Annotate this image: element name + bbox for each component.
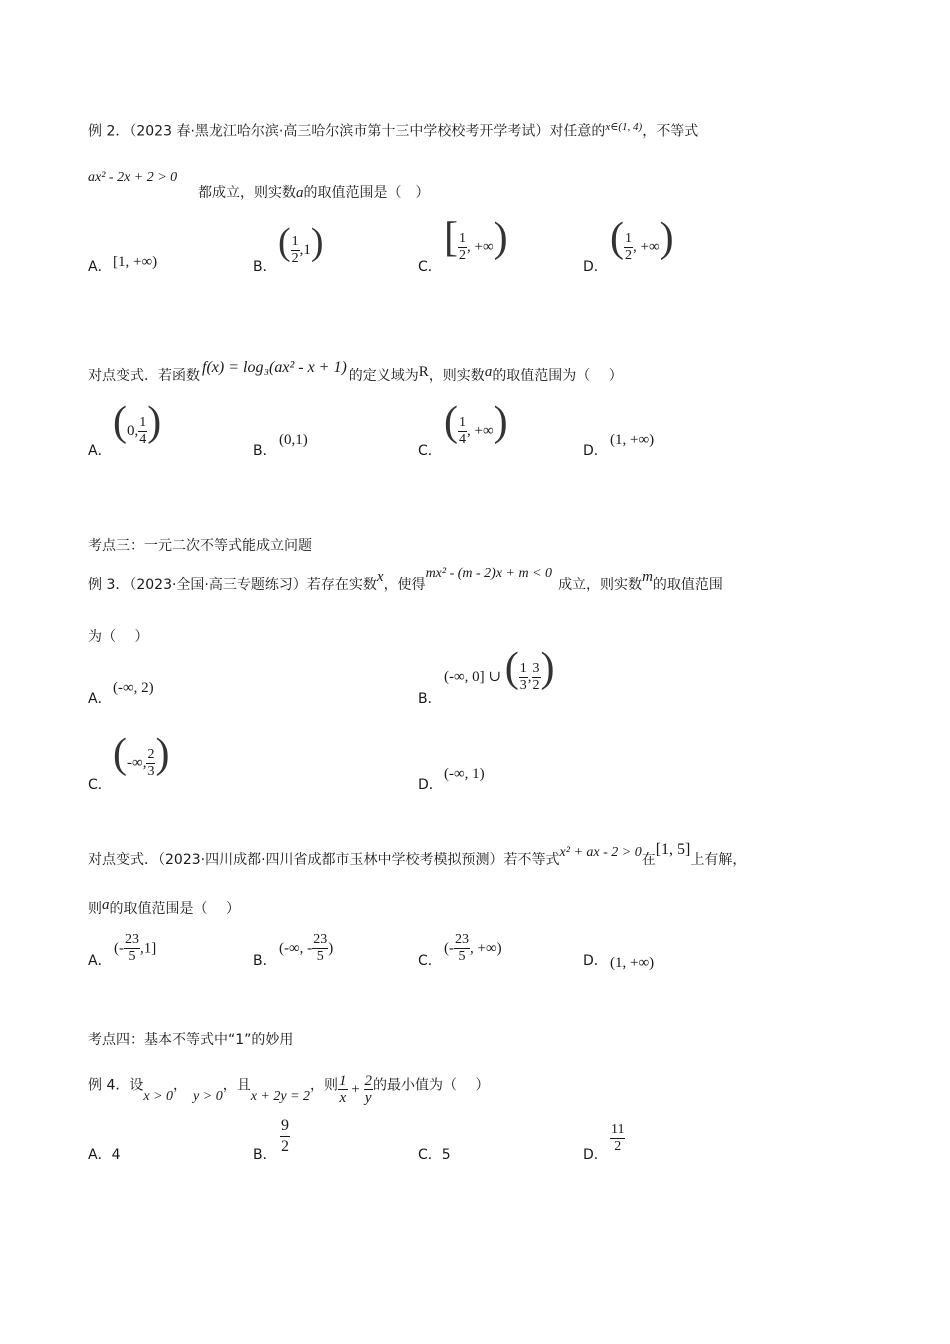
ex3-option-d[interactable]: D． (418, 777, 443, 793)
var1-option-d-value: (1, +∞) (610, 432, 655, 448)
ex3-option-a-value: (-∞, 2) (113, 680, 154, 696)
ex4-option-a[interactable]: A．4 (88, 1147, 121, 1163)
ex2-source: （2023 春·黑龙江哈尔滨·高三哈尔滨市第十三中学校校考开学考试）对任意的 (129, 123, 606, 140)
var2-option-a-value: (- $\frac{23}{5}$ ,1] (114, 932, 157, 964)
var1-option-a[interactable]: A． (88, 443, 112, 459)
ex2-option-c[interactable]: C． (418, 259, 442, 275)
ex4-option-b-value: $\frac{9}{2}$ (281, 1117, 289, 1155)
ex4-option-b[interactable]: B． (253, 1147, 277, 1163)
var2-option-b-value: (-∞, - $\frac{23}{5}$ ) (279, 932, 334, 964)
ex2-option-a-value: [1, +∞) (113, 254, 158, 270)
var1-option-a-value: (0, $\frac{1}{4}$ ) (113, 399, 162, 447)
ex2-line2: 都成立，则实数a的取值范围是（ ） (198, 185, 430, 201)
var1-option-b[interactable]: B． (253, 443, 277, 459)
var2-option-c[interactable]: C． (418, 953, 442, 969)
ex4-option-d[interactable]: D． (583, 1147, 608, 1163)
ex3-option-b[interactable]: B． (418, 691, 442, 707)
var2-ineq: x² + ax - 2 > 0 (559, 845, 642, 860)
ex2-label: 例 2． (88, 123, 130, 140)
ex3-option-d-value: (-∞, 1) (444, 766, 485, 782)
ex2-option-d[interactable]: D． (583, 259, 608, 275)
ex3-option-c-value: (-∞, $\frac{2}{3}$ ) (113, 731, 170, 779)
var1-option-d[interactable]: D． (583, 443, 608, 459)
var1-line: 对点变式．若函数 f(x) = log₃(ax² - x + 1) 的定义域为R，则实数a的取值范围为（ ） (88, 359, 623, 384)
ex2-cond: x∈(1, 4) (605, 121, 643, 133)
var1-func: f(x) = log₃(ax² - x + 1) (202, 359, 347, 376)
ex2-option-b-value: ( $\frac{1}{2}$ ,1) (278, 221, 324, 266)
var1-option-c[interactable]: C． (418, 443, 442, 459)
ex3-ineq: mx² - (m - 2)x + m < 0 (425, 566, 553, 581)
var2-option-c-value: (- $\frac{23}{5}$ , +∞) (444, 932, 502, 964)
ex2-option-a[interactable]: A． (88, 259, 112, 275)
ex3-line1: 例 3．（2023·全国·高三专题练习）若存在实数x，使得mx² - (m - 2)x + m < 0成立，则实数m的取值范围 (88, 566, 723, 593)
ex2-option-d-value: ( $\frac{1}{2}$ , +∞) (610, 215, 674, 263)
ex4-option-c[interactable]: C．5 (418, 1147, 451, 1163)
var2-option-a[interactable]: A． (88, 953, 112, 969)
var2-option-d[interactable]: D． (583, 953, 608, 969)
ex4-line: 例 4．设x > 0，y > 0，且x + 2y = 2，则 $\frac{1}{x}$ + $\frac{2}{y}$ 的最小值为（ ） (88, 1073, 490, 1106)
ex3-option-a[interactable]: A． (88, 691, 112, 707)
kp3-heading: 考点三：一元二次不等式能成立问题 (88, 538, 312, 554)
var1-option-c-value: ( $\frac{1}{4}$ , +∞) (444, 399, 508, 447)
var2-line1: 对点变式．（2023·四川成都·四川省成都市玉林中学校考模拟预测）若不等式x² + ax - 2 > 0在[1, 5]上有解， (88, 841, 747, 868)
var2-option-b[interactable]: B． (253, 953, 277, 969)
ex2-line1 (88, 117, 698, 142)
ex2-option-c-value: [ $\frac{1}{2}$ , +∞) (444, 215, 508, 263)
var1-option-b-value: (0,1) (279, 432, 308, 448)
ex4-option-d-value: $\frac{11}{2}$ (611, 1122, 625, 1154)
var2-line2: 则a的取值范围是（ ） (88, 897, 240, 917)
ex2-option-b[interactable]: B． (253, 259, 277, 275)
ex2-tail: ，不等式 (642, 123, 699, 140)
ex3-option-b-value: (-∞, 0] ∪ ( $\frac{1}{3}$ , $\frac{3}{2}$ ) (444, 645, 555, 693)
ex2-ineq: ax² - 2x + 2 > 0 (88, 170, 178, 185)
kp4-heading: 考点四：基本不等式中“1”的妙用 (88, 1032, 294, 1048)
var2-option-d-value: (1, +∞) (610, 955, 655, 971)
ex3-option-c[interactable]: C． (88, 777, 112, 793)
ex3-line2: 为（ ） (88, 629, 149, 645)
var2-interval: [1, 5] (655, 841, 691, 858)
ex4-expr: $\frac{1}{x}$ + $\frac{2}{y}$ (339, 1073, 372, 1106)
